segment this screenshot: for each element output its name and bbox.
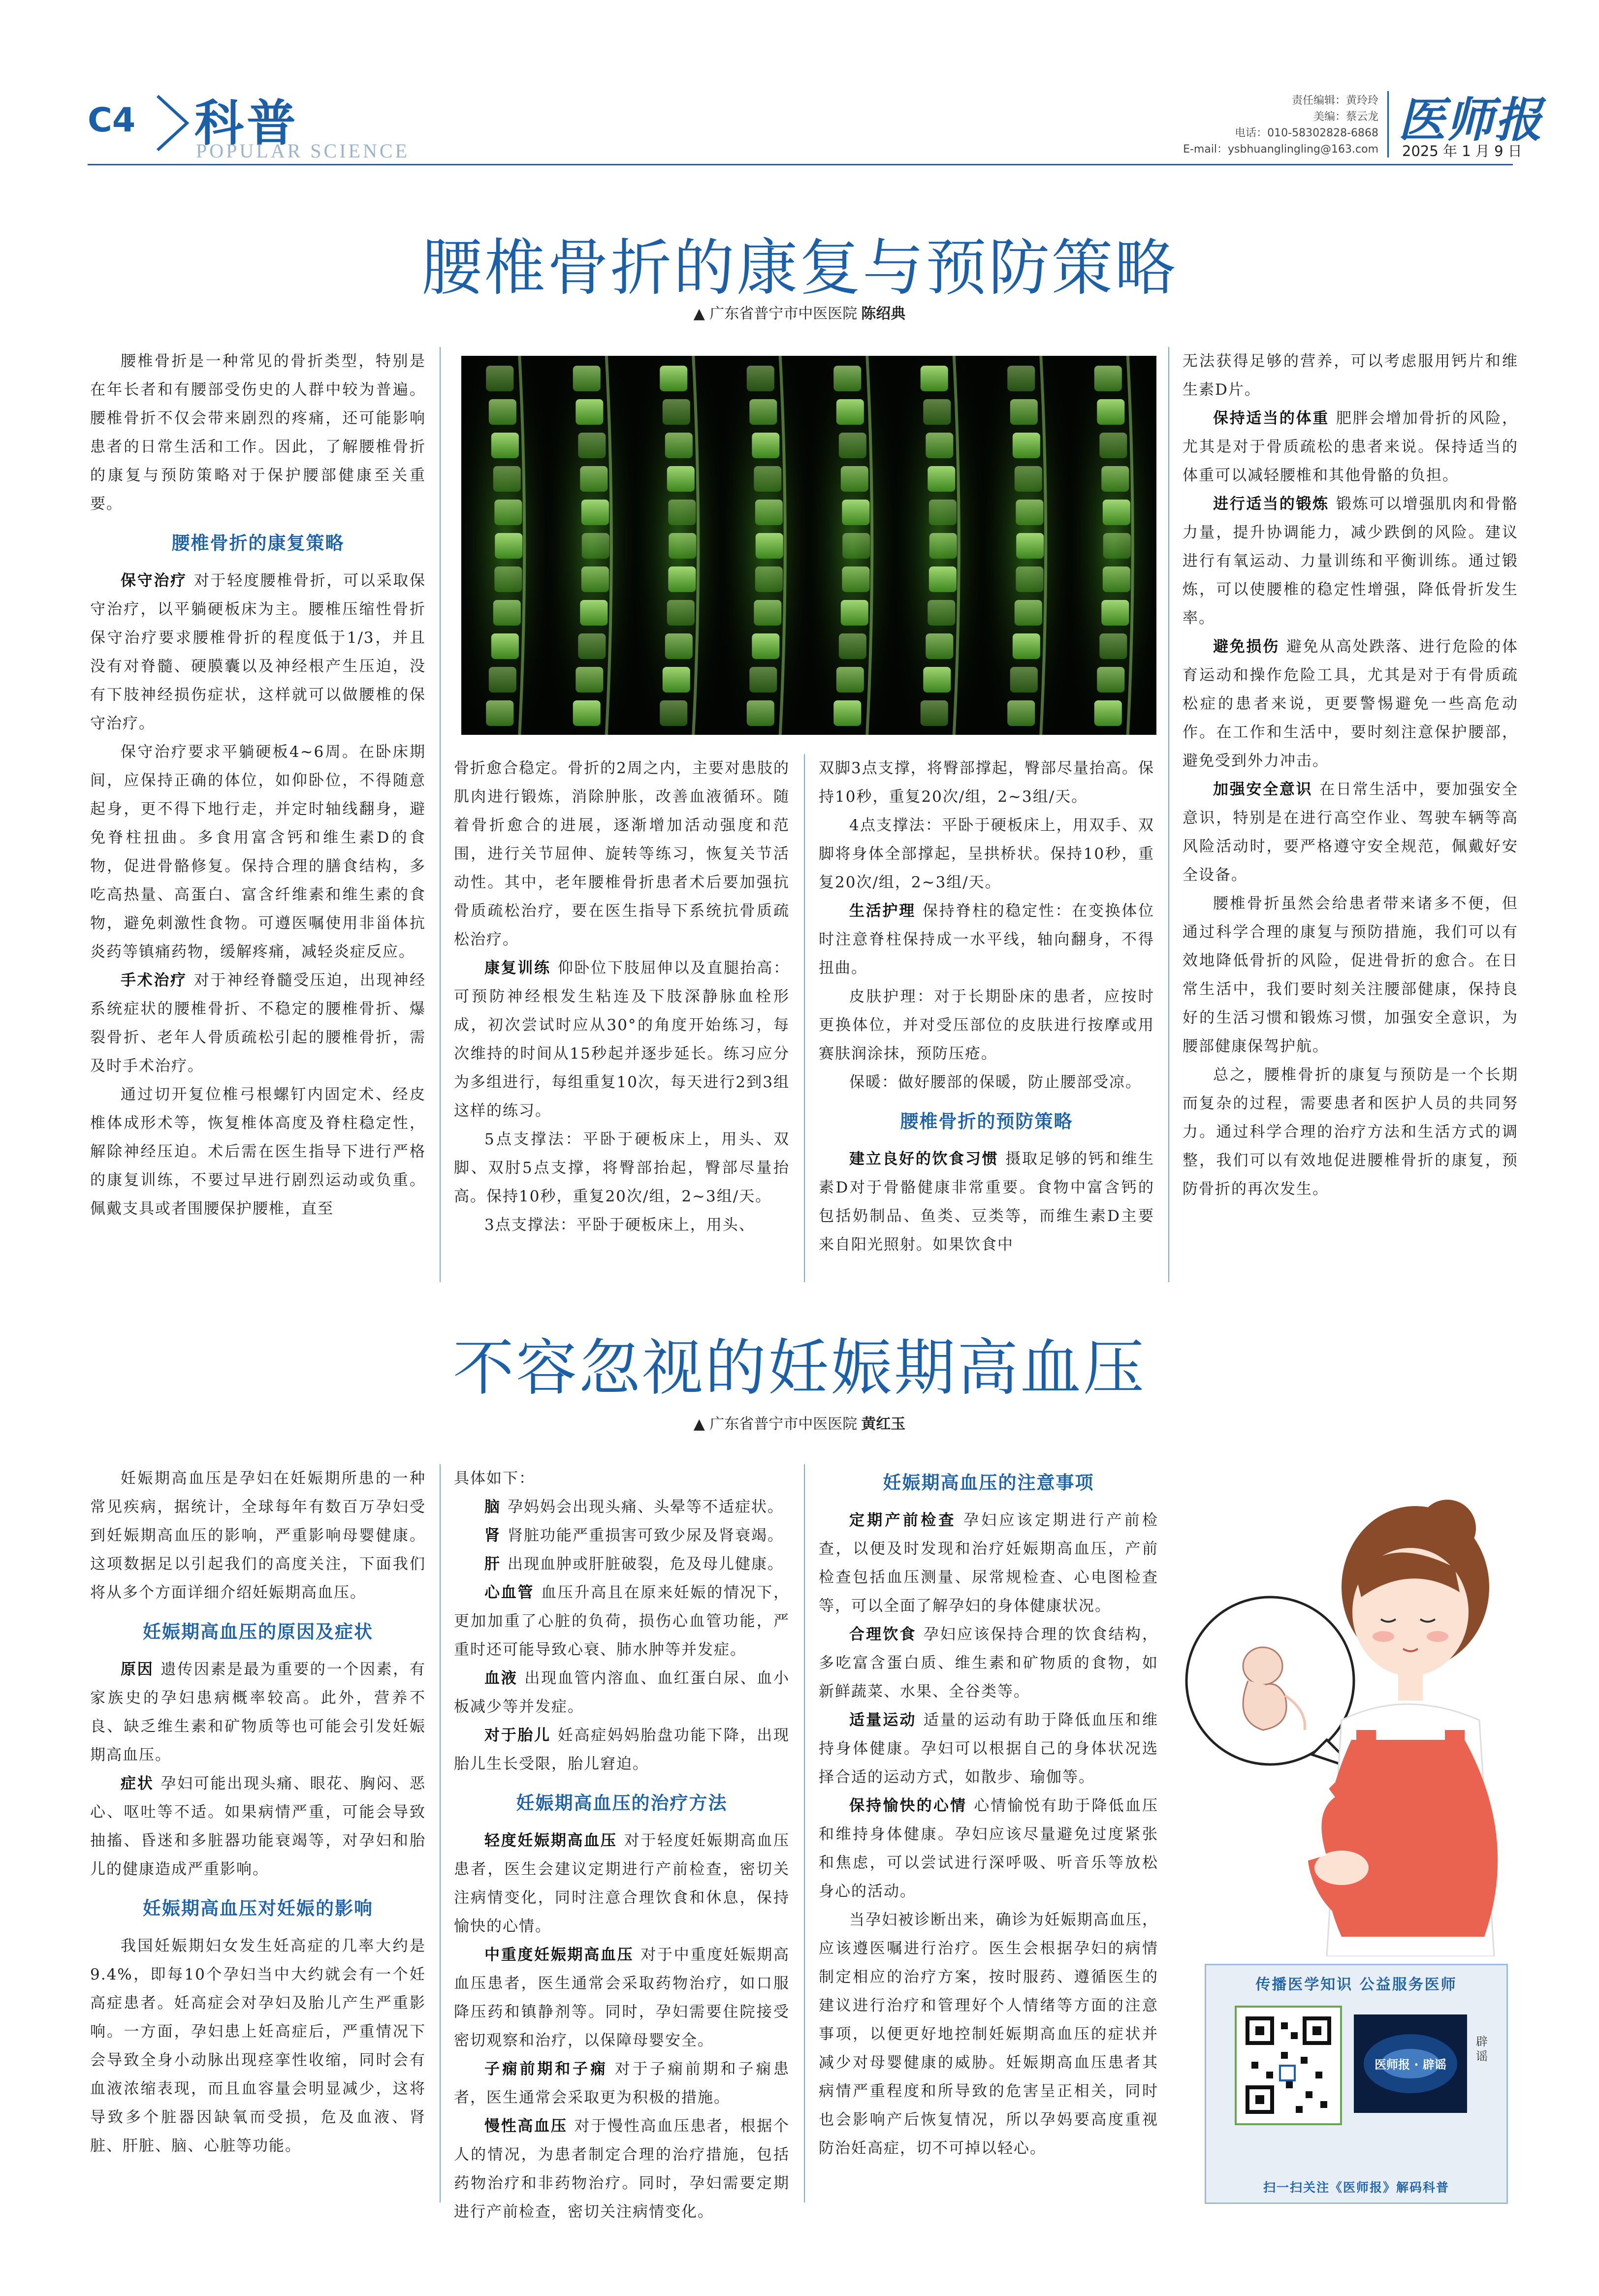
article1-byline — [0, 301, 1599, 323]
paragraph — [819, 1620, 1158, 1706]
paragraph-text: 4点支撑法：平卧于硬板床上，用双手、双脚将身体全部撑起，呈拱桥状。保持10秒，重复20次/组，2~3组/天。 — [819, 817, 1154, 891]
vertebra-shape — [839, 633, 866, 659]
paragraph-text: 肾脏功能严重损害可致少尿及肾衰竭。 — [508, 1527, 784, 1544]
vertebra-shape — [493, 466, 521, 492]
paragraph-text: 保暖：做好腰部的保暖，防止腰部受凉。 — [849, 1073, 1142, 1091]
paragraph — [90, 1769, 426, 1884]
article2-org: ▲ 广东省普宁市中医医院 — [693, 1415, 858, 1433]
paragraph-text: 通过切开复位椎弓根螺钉内固定术、经皮椎体成形术等，恢复椎体高度及脊柱稳定性，解除神经压迫。术后需在医生指导下进行严格的康复训练，不要过早进行剧烈运动或负重。佩戴支具或者围腰保护腰椎，直至 — [90, 1086, 426, 1218]
vertebra-shape — [1015, 466, 1042, 492]
promo-top-text: 传播医学知识 公益服务医师 — [1255, 1976, 1457, 1993]
subheading: 妊娠期高血压的治疗方法 — [516, 1793, 728, 1814]
paragraph — [1183, 775, 1518, 889]
article1-column-1 — [90, 347, 426, 1223]
vertebra-shape — [576, 399, 603, 425]
vertebra-shape — [754, 600, 781, 626]
paragraph — [1183, 404, 1518, 490]
vertebra-shape — [665, 633, 693, 659]
vertebra-shape — [1101, 600, 1129, 626]
paragraph-text: 腰椎骨折是一种常见的骨折类型，特别是在年长者和有腰部受伤史的人群中较为普遍。腰椎骨折不仅会带来剧烈的疼痛，还可能影响患者的日常生活和工作。因此，了解腰椎骨折的康复与预防策略对于保护腰部健康至关重要。 — [90, 352, 426, 513]
vertebra-shape — [929, 533, 957, 559]
paragraph — [454, 1125, 790, 1211]
vertebra-shape — [1099, 433, 1127, 458]
vertebra-shape — [842, 533, 870, 559]
paragraph-text: 5点支撑法：平卧于硬板床上，用头、双脚、双肘5点支撑，将臀部抬起，臀部尽量抬高。保持10秒，重复20次/组，2~3组/天。 — [454, 1131, 790, 1205]
paragraph — [454, 1578, 790, 1664]
paragraph-text: 孕妇应该保持合理的饮食结构，多吃富含蛋白质、维生素和矿物质的食物，如新鲜蔬菜、水果、全谷类等。 — [819, 1626, 1159, 1700]
article2-author: 黄红玉 — [861, 1415, 906, 1433]
paragraph — [90, 966, 426, 1080]
paragraph-text: 对于神经脊髓受压迫，出现神经系统症状的腰椎骨折、不稳定的腰椎骨折、爆裂骨折、老年人骨质疏松引起的腰椎骨折，需及时手术治疗。 — [90, 972, 426, 1075]
pregnancy-illustration — [1179, 1464, 1524, 1956]
paragraph-text: 孕妇可能出现头痛、眼花、胸闷、恶心、呕吐等不适。如果病情严重，可能会导致抽搐、昏迷和多脏器功能衰竭等，对孕妇和胎儿的健康造成严重影响。 — [90, 1775, 426, 1878]
paragraph — [819, 1506, 1158, 1620]
paragraph — [90, 1655, 426, 1769]
vertebra-shape — [747, 366, 774, 391]
email: E-mail：ysbhuanglingling@163.com — [1183, 143, 1378, 156]
paragraph-lead: 中重度妊娠期高血压 — [484, 1946, 634, 1964]
vertebra-shape — [833, 700, 861, 726]
vertebra-shape — [747, 700, 774, 726]
paragraph-text: 皮肤护理：对于长期卧床的患者，应按时更换体位，并对受压部位的皮肤进行按摩或用赛肤润涂抹，预防压疮。 — [819, 988, 1154, 1063]
paragraph — [454, 1493, 790, 1521]
paragraph — [454, 1941, 790, 2055]
paragraph — [819, 897, 1154, 982]
vertebra-shape — [663, 399, 690, 425]
paragraph — [1183, 889, 1518, 1061]
vertebra-shape — [491, 633, 519, 659]
paragraph-text: 妊高症妈妈胎盘功能下降，出现胎儿生长受限，胎儿窘迫。 — [454, 1727, 790, 1773]
paragraph-text: 摄取足够的钙和维生素D对于骨骼健康非常重要。食物中富含钙的包括奶制品、鱼类、豆类等，而维生素D主要来自阳光照射。如果饮食中 — [819, 1150, 1155, 1254]
paper-logo: 医师报 — [1398, 93, 1543, 148]
vertebra-shape — [1094, 366, 1122, 391]
vertebra-shape — [921, 700, 948, 726]
article1-column-3 — [819, 754, 1154, 1259]
paragraph-text: 具体如下： — [454, 1470, 535, 1487]
vertebra-shape — [1013, 433, 1040, 458]
paragraph — [1183, 632, 1518, 775]
paragraph-lead: 进行适当的锻炼 — [1213, 495, 1329, 513]
paragraph-text: 孕妇应该定期进行产前检查，以便及时发现和治疗妊娠期高血压，产前检查包括血压测量、尿常规检查、心电图检查等，可以全面了解孕妇的身体健康状况。 — [819, 1511, 1158, 1615]
vertebra-shape — [755, 566, 783, 592]
paragraph-lead: 手术治疗 — [121, 972, 187, 989]
paragraph — [90, 738, 426, 966]
vertebra-shape — [841, 600, 868, 626]
vertebra-shape — [573, 700, 601, 726]
paragraph-text: 我国妊娠期妇女发生妊高症的几率大约是9.4%，即每10个孕妇当中大约就会有一个妊高症患者。妊高症会对孕妇及胎儿产生严重影响。一方面，孕妇患上妊高症后，严重情况下会导致全身小动脉出现痉挛性收缩，同时会有血液浓缩表现，而且血容量会明显减少，这将导致多个脏器因缺氧而受损，危及血液、肾脏、肝脏、脑、心脏等功能。 — [90, 1937, 426, 2155]
paragraph-text: 3点支撑法：平卧于硬板床上，用头、 — [484, 1216, 755, 1234]
vertebra-shape — [669, 533, 696, 559]
paragraph-text: 在日常生活中，要加强安全意识，特别是在进行高空作业、驾驶车辆等高风险活动时，要严格遵守安全规范，佩戴好安全设备。 — [1183, 781, 1519, 884]
vertebra-shape — [494, 566, 522, 592]
vertebra-shape — [486, 366, 513, 391]
vertebra-shape — [495, 533, 522, 559]
paragraph-text: 双脚3点支撑，将臀部撑起，臀部尽量抬高。保持10秒，重复20次/组，2~3组/天。 — [819, 759, 1154, 806]
column-divider — [1168, 347, 1169, 1282]
article2-column-1 — [90, 1464, 426, 2160]
vertebra-shape — [582, 533, 609, 559]
paragraph-text: 出现血肿或肝脏破裂，危及母儿健康。 — [508, 1555, 784, 1573]
paragraph-text: 腰椎骨折虽然会给患者带来诸多不便，但通过科学合理的康复与预防措施，我们可以有效地降低骨折的风险，促进骨折的愈合。在日常生活中，我们要时刻关注腰部健康，保持良好的生活习惯和锻炼习惯，加强安全意识，为腰部健康保驾护航。 — [1183, 895, 1518, 1055]
paragraph-text: 对于慢性高血压患者，根据个人的情况，为患者制定合理的治疗措施，包括药物治疗和非药物治疗。同时，孕妇需要定期进行产前检查，密切关注病情变化。 — [454, 2117, 790, 2221]
paragraph-text: 肥胖会增加骨折的风险，尤其是对于骨质疏松的患者来说。保持适当的体重可以减轻腰椎和其他骨骼的负担。 — [1183, 409, 1519, 484]
section-subtitle: POPULAR SCIENCE — [196, 140, 410, 162]
subheading: 妊娠期高血压对妊娠的影响 — [143, 1898, 373, 1919]
vertebra-shape — [929, 500, 957, 525]
paragraph-lead: 肾 — [484, 1527, 501, 1544]
paragraph — [819, 1068, 1154, 1097]
paragraph — [1183, 347, 1518, 404]
vertebra-shape — [665, 433, 693, 458]
paragraph-lead: 脑 — [484, 1498, 501, 1516]
paragraph-lead: 康复训练 — [484, 959, 551, 977]
header-rule — [88, 164, 1513, 165]
paragraph-lead: 保守治疗 — [121, 572, 187, 590]
vertebra-shape — [578, 433, 606, 458]
paragraph-lead: 子痫前期和子痫 — [484, 2060, 608, 2078]
paragraph — [454, 1521, 790, 1550]
vertebra-shape — [667, 600, 695, 626]
paragraph-lead: 心血管 — [484, 1584, 535, 1602]
vertebra-shape — [581, 500, 609, 525]
paragraph-lead: 症状 — [121, 1775, 154, 1793]
vertebra-shape — [1010, 667, 1038, 692]
vertebra-shape — [923, 667, 951, 692]
designer-name: 美编：蔡云龙 — [1313, 111, 1378, 123]
vertebra-shape — [1103, 500, 1130, 525]
vertebra-shape — [494, 500, 522, 525]
paragraph — [819, 754, 1154, 811]
subheading: 妊娠期高血压的原因及症状 — [143, 1621, 373, 1642]
vertebra-shape — [1103, 566, 1130, 592]
issue-date: 2025 年 1 月 9 日 — [1402, 143, 1522, 159]
vertebra-shape — [1015, 600, 1042, 626]
paragraph — [454, 1211, 790, 1239]
vertebra-shape — [1103, 533, 1131, 559]
qr-code[interactable] — [1235, 2006, 1342, 2125]
vertebra-shape — [667, 466, 695, 492]
column-divider — [804, 754, 805, 1282]
vertebra-shape — [1099, 633, 1127, 659]
paragraph-lead: 保持愉快的心情 — [849, 1797, 967, 1815]
paragraph-text: 妊娠期高血压是孕妇在妊娠期所患的一种常见疾病，据统计，全球每年有数百万孕妇受到妊娠期高血压的影响，严重影响母婴健康。这项数据足以引起我们的高度关注，下面我们将从多个方面详细介绍妊娠期高血压。 — [90, 1470, 426, 1602]
vertebra-shape — [756, 533, 783, 559]
vertebra-shape — [749, 399, 777, 425]
vertebra-shape — [752, 633, 779, 659]
paragraph — [819, 811, 1154, 897]
article1-title: 腰椎骨折的康复与预防策略 — [421, 233, 1178, 304]
spine-mri-drawing — [461, 356, 1156, 735]
video-thumbnail[interactable] — [1354, 2014, 1467, 2113]
paragraph-text: 适量的运动有助于降低血压和维持身体健康。孕妇可以根据自己的身体状况选择合适的运动方式，如散步、瑜伽等。 — [819, 1711, 1159, 1786]
vertebra-shape — [841, 466, 868, 492]
paragraph — [819, 982, 1154, 1068]
vertebra-shape — [1101, 466, 1129, 492]
paragraph — [454, 1721, 790, 1778]
vertebra-shape — [842, 500, 869, 525]
vertebra-shape — [1010, 399, 1038, 425]
vertebra-shape — [1016, 533, 1044, 559]
vertebra-shape — [1016, 500, 1043, 525]
paragraph — [454, 2055, 790, 2112]
paragraph — [1183, 490, 1518, 632]
paragraph-lead: 生活护理 — [849, 902, 916, 920]
vertebra-shape — [836, 667, 864, 692]
paragraph-lead: 定期产前检查 — [849, 1511, 957, 1529]
paragraph-text: 骨折愈合稳定。骨折的2周之内，主要对患肢的肌肉进行锻炼，消除肿胀，改善血液循环。随着骨折愈合的进展，逐渐增加活动强度和范围，进行关节屈伸、旋转等练习，恢复关节活动性。其中，老年腰椎骨折患者术后要加强抗骨质疏松治疗，要在医生指导下系统抗骨质疏松治疗。 — [454, 759, 790, 948]
vertebra-shape — [921, 366, 948, 391]
subheading: 腰椎骨折的预防策略 — [900, 1111, 1073, 1132]
paragraph — [454, 754, 790, 954]
vertebra-shape — [752, 433, 779, 458]
editor-name: 责任编辑：黄玲玲 — [1291, 94, 1378, 107]
paragraph-lead: 合理饮食 — [849, 1626, 917, 1643]
vertebra-shape — [660, 700, 687, 726]
vertebra-shape — [833, 366, 861, 391]
paragraph — [90, 1080, 426, 1223]
vertebra-shape — [581, 566, 609, 592]
header-divider — [1387, 91, 1389, 157]
paragraph-text: 对于子痫前期和子痫患者，医生通常会采取更为积极的措施。 — [454, 2060, 790, 2107]
column-divider — [804, 1464, 805, 2202]
paragraph-text: 保守治疗要求平躺硬板4~6周。在卧床期间，应保持正确的体位，如仰卧位，不得随意起身，更不得下地行走，并定时轴线翻身，避免脊柱扭曲。多食用富含钙和维生素D的食物，促进骨骼修复。保持合理的膳食结构，多吃高热量、高蛋白、富含纤维素和维生素的食物，避免刺激性食物。可遵医嘱使用非甾体抗炎药等镇痛药物，缓解疼痛，减轻炎症反应。 — [90, 743, 426, 961]
vertebra-shape — [578, 633, 606, 659]
paragraph-text: 血压升高且在原来妊娠的情况下，更加加重了心脏的负荷，损伤心血管功能，严重时还可能导致心衰、肺水肿等并发症。 — [454, 1584, 790, 1659]
paragraph — [819, 1145, 1154, 1259]
vertebra-shape — [836, 399, 864, 425]
vertebra-shape — [1016, 566, 1043, 592]
paragraph — [1183, 1061, 1518, 1203]
vertebra-shape — [755, 500, 783, 525]
article2-byline — [0, 1412, 1599, 1433]
paragraph-lead: 避免损伤 — [1213, 638, 1279, 656]
paragraph — [454, 1550, 790, 1578]
subheading: 腰椎骨折的康复策略 — [171, 533, 345, 554]
chevron-icon — [153, 94, 197, 153]
paragraph — [90, 566, 426, 738]
vertebra-shape — [660, 366, 687, 391]
paragraph-lead: 建立良好的饮食习惯 — [849, 1150, 999, 1168]
paragraph — [454, 1464, 790, 1493]
vertebra-shape — [576, 667, 603, 692]
paragraph-text: 锻炼可以增强肌肉和骨骼力量，提升协调能力，减少跌倒的风险。建议进行有氧运动、力量训练和平衡训练。通过锻炼，可以使腰椎的稳定性增强，降低骨折发生率。 — [1183, 495, 1519, 627]
vertebra-shape — [489, 399, 516, 425]
section-title: 科普 — [194, 94, 299, 152]
paragraph-text: 对于轻度腰椎骨折，可以采取保守治疗，以平躺硬板床为主。腰椎压缩性骨折保守治疗要求腰椎骨折的程度低于1/3，并且没有对脊髓、硬膜囊以及神经根产生压迫，没有下肢神经损伤症状，这样就可以做腰椎的保守治疗。 — [90, 572, 426, 732]
paragraph-lead: 慢性高血压 — [484, 2117, 568, 2135]
vertebra-shape — [1097, 667, 1124, 692]
paragraph — [454, 954, 790, 1125]
vertebra-shape — [927, 600, 955, 626]
paragraph-lead: 对于胎儿 — [484, 1727, 551, 1744]
paragraph-lead: 血液 — [484, 1669, 518, 1687]
promo-box — [1205, 1964, 1508, 2204]
paragraph-lead: 保持适当的体重 — [1213, 409, 1329, 427]
vertebra-shape — [1013, 633, 1040, 659]
paragraph-text: 保持脊柱的稳定性：在变换体位时注意脊柱保持成一水平线，轴向翻身，不得扭曲。 — [819, 902, 1155, 977]
vertebra-shape — [923, 399, 951, 425]
article2-column-2 — [454, 1464, 790, 2226]
vertebra-shape — [668, 500, 696, 525]
paragraph — [819, 1792, 1158, 1906]
paragraph-text: 对于轻度妊娠期高血压患者，医生会建议定期进行产前检查，密切关注病情变化，同时注意合理饮食和休息，保持愉快的心情。 — [454, 1832, 790, 1935]
article1-column-2 — [454, 754, 790, 1239]
paragraph — [90, 1932, 426, 2160]
video-caption: 医师报 · 辟谣 — [1375, 2058, 1446, 2072]
vertebra-shape — [580, 466, 608, 492]
spine-mri-image — [461, 356, 1156, 735]
promo-side-text: 辟谣 — [1476, 2035, 1488, 2063]
vertebra-shape — [1097, 399, 1124, 425]
paragraph-lead: 适量运动 — [849, 1711, 917, 1729]
vertebra-shape — [749, 667, 777, 692]
vertebra-shape — [489, 667, 516, 692]
paragraph-lead: 加强安全意识 — [1213, 781, 1313, 798]
paragraph-lead: 原因 — [121, 1661, 154, 1678]
article2-title: 不容忽视的妊娠期高血压 — [452, 1333, 1146, 1404]
paragraph-text: 出现血管内溶血、血红蛋白尿、血小板减少等并发症。 — [454, 1669, 790, 1716]
page-label: C4 — [88, 101, 136, 140]
qr-code-icon — [1237, 2008, 1340, 2123]
vertebra-shape — [493, 600, 521, 626]
vertebra-shape — [573, 366, 601, 391]
vertebra-shape — [580, 600, 608, 626]
vertebra-shape — [929, 566, 957, 592]
paragraph — [819, 1706, 1158, 1792]
vertebra-shape — [842, 566, 869, 592]
paragraph — [454, 1826, 790, 1941]
paragraph-text: 避免从高处跌落、进行危险的体育运动和操作危险工具，尤其是对于有骨质疏松症的患者来说，更要警惕避免一些高危动作。在工作和生活中，要时刻注意保护腰部，避免受到外力冲击。 — [1183, 638, 1519, 770]
paragraph-text: 当孕妇被诊断出来，确诊为妊娠期高血压，应该遵医嘱进行治疗。医生会根据孕妇的病情制定相应的治疗方案，按时服药、遵循医生的建议进行治疗和管理好个人情绪等方面的注意事项，以便更好地控制妊娠期高血压的症状并减少对母婴健康的威胁。妊娠期高血压患者其病情严重程度和所导致的危害呈正相关，同时也会影响产后恢复情况，所以孕妈要高度重视防治妊高症，切不可掉以轻心。 — [819, 1911, 1158, 2157]
vertebra-shape — [839, 433, 866, 458]
paragraph-text: 对于中重度妊娠期高血压患者，医生通常会采取药物治疗，如口服降压药和镇静剂等。同时，孕妇需要住院接受密切观察和治疗，以保障母婴安全。 — [454, 1946, 790, 2049]
vertebra-shape — [926, 633, 953, 659]
paragraph-lead: 肝 — [484, 1555, 501, 1573]
paragraph-text: 孕妈妈会出现头痛、头晕等不适症状。 — [508, 1498, 784, 1516]
vertebra-shape — [1094, 700, 1122, 726]
paragraph — [90, 347, 426, 518]
article1-column-4 — [1183, 347, 1518, 1203]
vertebra-shape — [1007, 700, 1035, 726]
paragraph — [454, 1664, 790, 1721]
paragraph-text: 无法获得足够的营养，可以考虑服用钙片和维生素D片。 — [1183, 352, 1518, 399]
article1-org: ▲ 广东省普宁市中医医院 — [693, 305, 858, 322]
promo-bottom-text: 扫一扫关注《医师报》解码科普 — [1263, 2180, 1449, 2195]
paragraph — [819, 1906, 1158, 2163]
phone: 电话：010-58302828-6868 — [1235, 127, 1378, 139]
pregnant-woman-drawing — [1179, 1464, 1524, 1956]
column-divider — [440, 347, 441, 1282]
article1-author: 陈绍典 — [861, 305, 906, 322]
paragraph-lead: 轻度妊娠期高血压 — [484, 1832, 617, 1850]
paragraph-text: 总之，腰椎骨折的康复与预防是一个长期而复杂的过程，需要患者和医护人员的共同努力。通过科学合理的治疗方法和生活方式的调整，我们可以有效地促进腰椎骨折的康复，预防骨折的再次发生。 — [1183, 1066, 1518, 1198]
paragraph — [90, 1464, 426, 1607]
paragraph-text: 遗传因素是最为重要的一个因素，有家族史的孕妇患病概率较高。此外，营养不良、缺乏维生素和矿物质等也可能会引发妊娠期高血压。 — [90, 1661, 426, 1764]
vertebra-shape — [491, 433, 519, 458]
vertebra-shape — [1007, 366, 1035, 391]
vertebra-shape — [486, 700, 513, 726]
article2-column-3 — [819, 1458, 1158, 2163]
paragraph-text: 心情愉悦有助于降低血压和维持身体健康。孕妇应该尽量避免过度紧张和焦虑，可以尝试进行深呼吸、听音乐等放松身心的活动。 — [819, 1797, 1159, 1900]
vertebra-shape — [927, 466, 955, 492]
paragraph-text: 仰卧位下肢屈伸以及直腿抬高：可预防神经根发生粘连及下肢深静脉血栓形成，初次尝试时应从30°的角度开始练习，每次维持的时间从15秒起并逐步延长。练习应分为多组进行，每组重复10次，每天进行2到3组这样的练习。 — [454, 959, 790, 1120]
vertebra-shape — [754, 466, 781, 492]
vertebra-shape — [926, 433, 953, 458]
paragraph — [454, 2112, 790, 2226]
subheading: 妊娠期高血压的注意事项 — [883, 1472, 1094, 1493]
editor-info — [1132, 93, 1378, 157]
column-divider — [440, 1464, 441, 2202]
vertebra-shape — [668, 566, 696, 592]
vertebra-shape — [663, 667, 690, 692]
